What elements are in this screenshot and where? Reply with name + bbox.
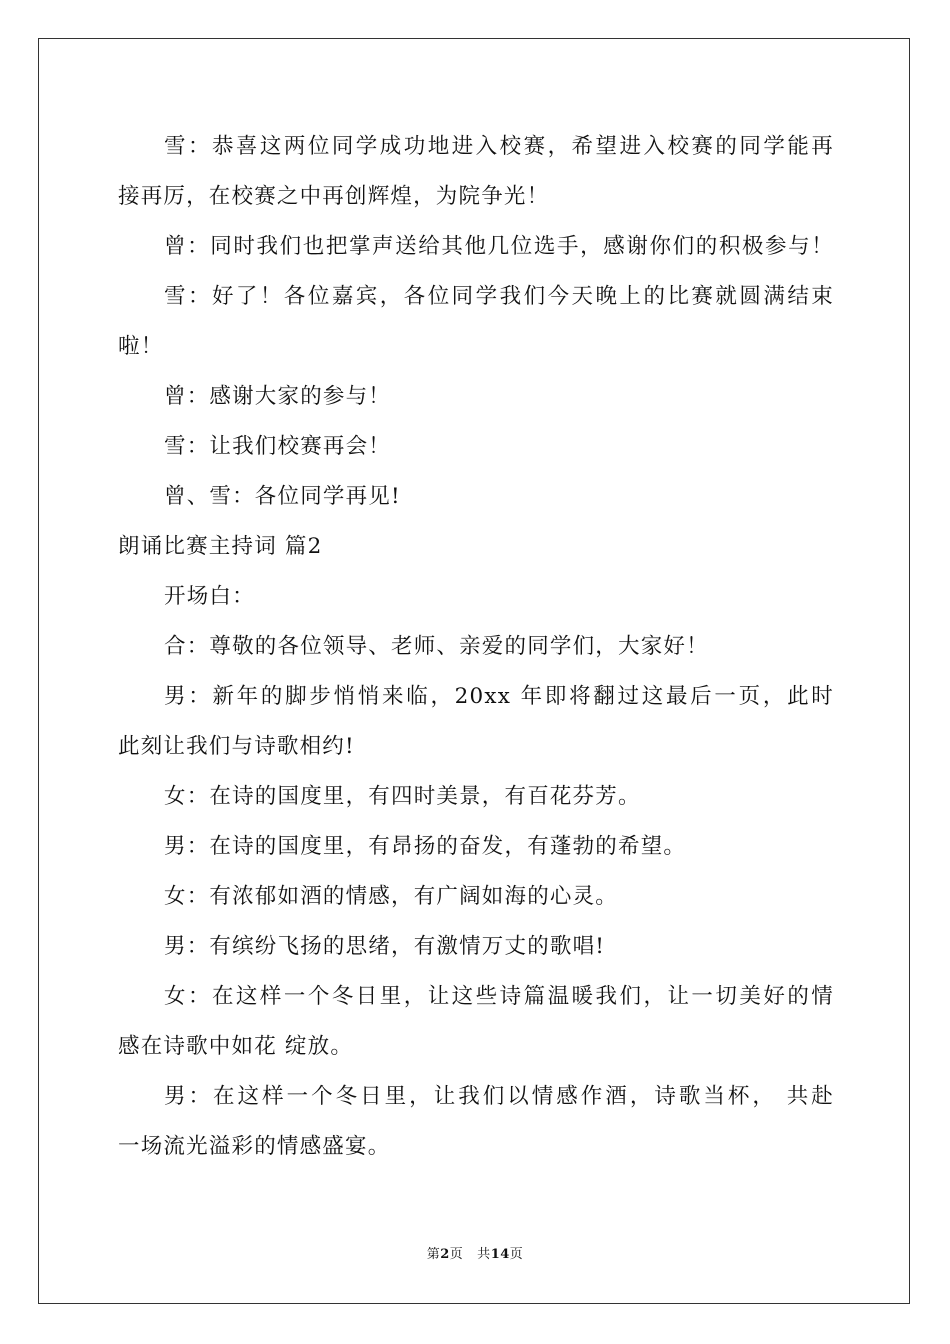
paragraph-line: 雪：让我们校赛再会！	[164, 434, 392, 459]
paragraph-line: 曾：感谢大家的参与！	[164, 384, 392, 409]
page-border	[38, 38, 910, 1304]
paragraph-line: 曾、雪：各位同学再见!	[164, 484, 401, 509]
paragraph-line: 女：在诗的国度里，有四时美景，有百花芬芳。	[164, 784, 641, 809]
paragraph-line: 接再厉，在校赛之中再创辉煌，为院争光！	[118, 184, 550, 209]
paragraph-line: 男：新年的脚步悄悄来临，20xx 年即将翻过这最后一页，此时	[164, 684, 834, 709]
paragraph-line: 曾：同时我们也把掌声送给其他几位选手，感谢你们的积极参与！	[164, 234, 834, 259]
paragraph-line: 男：在诗的国度里，有昂扬的奋发，有蓬勃的希望。	[164, 834, 687, 859]
paragraph-line: 啦！	[118, 334, 164, 359]
paragraph-line: 男：在这样一个冬日里，让我们以情感作酒，诗歌当杯， 共赴	[164, 1084, 834, 1109]
section-heading: 朗诵比赛主持词 篇2	[118, 534, 323, 559]
page-number: 2	[440, 1247, 450, 1262]
paragraph-line: 女：有浓郁如酒的情感，有广阔如海的心灵。	[164, 884, 619, 909]
paragraph-line: 女：在这样一个冬日里，让这些诗篇温暖我们，让一切美好的情	[164, 984, 834, 1009]
total-pages: 14	[490, 1247, 510, 1262]
paragraph-line: 开场白：	[164, 584, 255, 609]
paragraph-line: 感在诗歌中如花 绽放。	[118, 1034, 354, 1059]
page-prefix: 第	[426, 1247, 441, 1262]
paragraph-line: 雪：恭喜这两位同学成功地进入校赛，希望进入校赛的同学能再	[164, 134, 834, 159]
paragraph-line: 男：有缤纷飞扬的思绪，有激情万丈的歌唱!	[164, 934, 606, 959]
total-suffix: 页	[509, 1247, 524, 1262]
paragraph-line: 雪：好了！各位嘉宾，各位同学我们今天晚上的比赛就圆满结束	[164, 284, 834, 309]
paragraph-line: 此刻让我们与诗歌相约!	[118, 734, 355, 759]
page-footer	[0, 1246, 950, 1264]
paragraph-line: 合：尊敬的各位领导、老师、亲爱的同学们，大家好！	[164, 634, 709, 659]
page-suffix: 页	[449, 1247, 464, 1262]
paragraph-line: 一场流光溢彩的情感盛宴。	[118, 1134, 391, 1159]
total-prefix: 共	[477, 1247, 491, 1262]
